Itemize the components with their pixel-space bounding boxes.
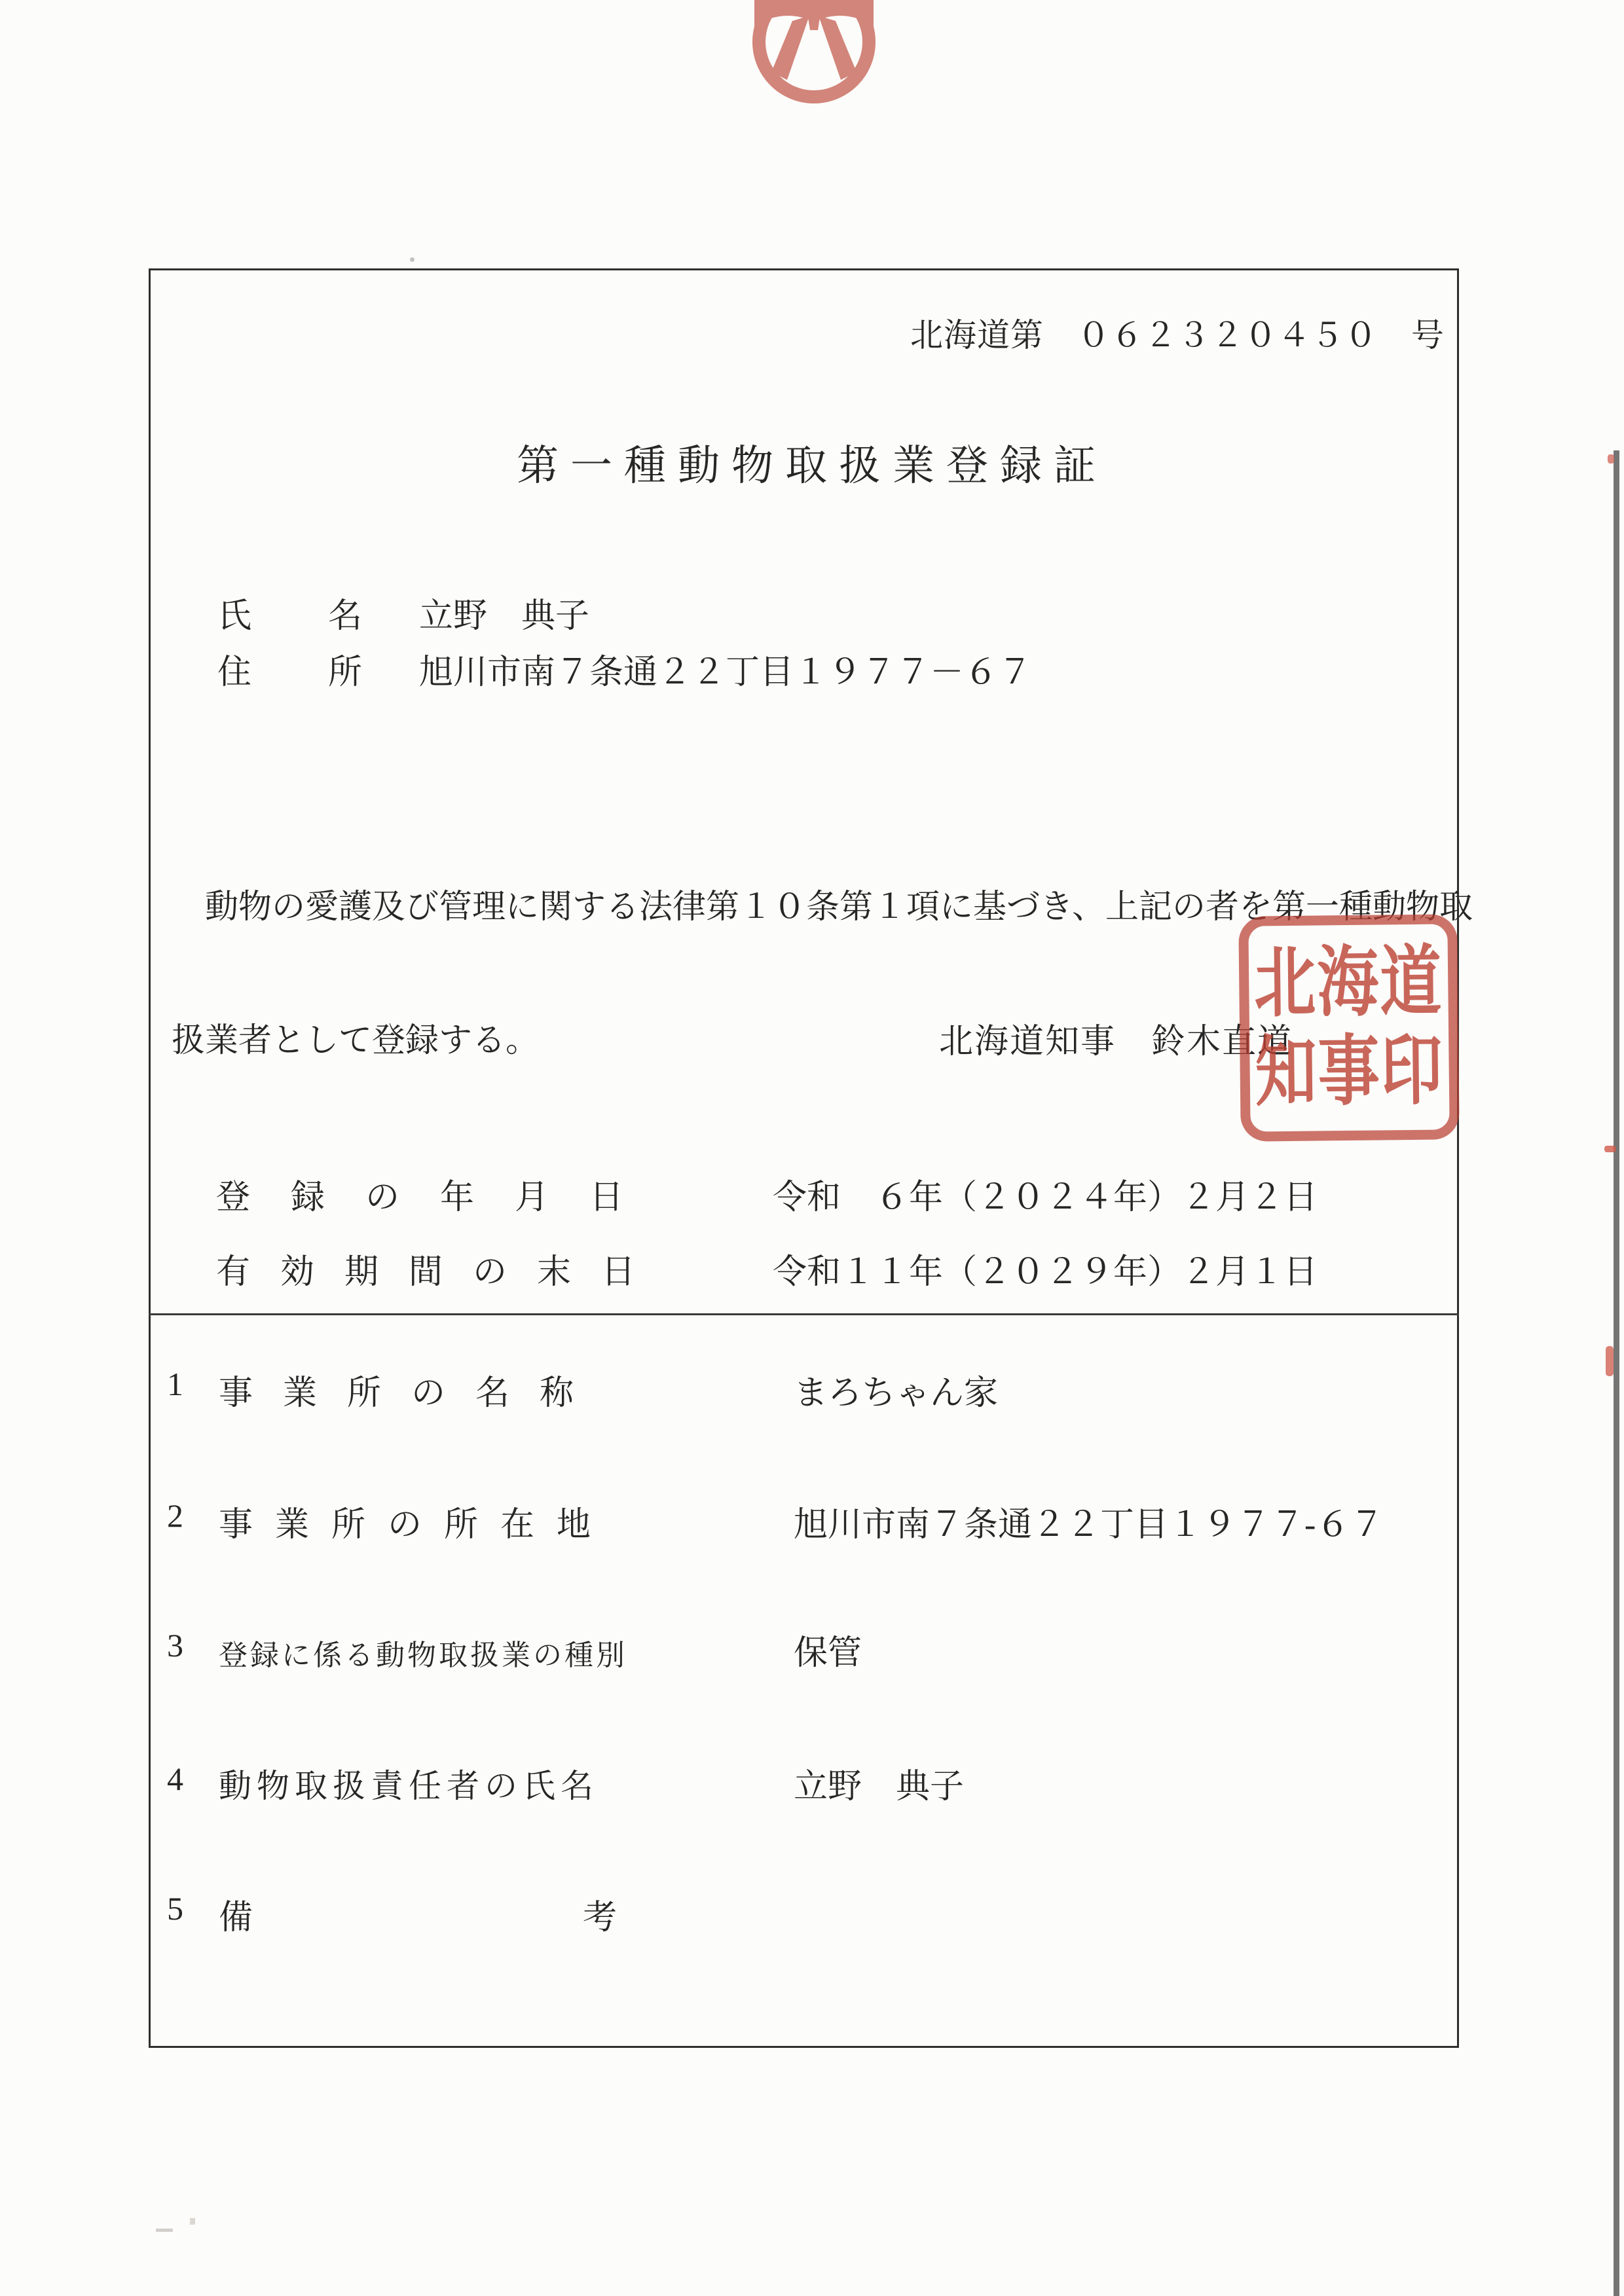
item2-label: 事業所の所在地 bbox=[219, 1506, 614, 1544]
item3-label: 登録に係る動物取扱業の種別 bbox=[219, 1639, 627, 1671]
item4-value: 立野 典子 bbox=[794, 1768, 965, 1806]
scan-speck bbox=[410, 257, 415, 262]
issuer-line: 北海道知事 鈴木直道 bbox=[939, 1023, 1293, 1061]
expiry-date-value: 令和１１年（２０２９年）２月１日 bbox=[773, 1254, 1318, 1291]
item5-number: 5 bbox=[167, 1890, 183, 1927]
item5-label-left: 備 bbox=[219, 1899, 253, 1937]
item5-label-right: 考 bbox=[583, 1899, 618, 1937]
certificate-title: 第一種動物取扱業登録証 bbox=[517, 443, 1107, 489]
item1-label: 事業所の名称 bbox=[219, 1375, 604, 1412]
name-label-part1: 氏 bbox=[217, 598, 252, 635]
item4-number: 4 bbox=[167, 1760, 183, 1797]
item2-value: 旭川市南７条通２２丁目１９７７-６７ bbox=[794, 1506, 1384, 1544]
item2-number: 2 bbox=[167, 1497, 183, 1534]
item1-value: まろちゃん家 bbox=[794, 1375, 999, 1412]
section-divider-line bbox=[149, 1313, 1459, 1315]
hokkaido-emblem-stamp-icon bbox=[752, 0, 876, 124]
scan-red-mark bbox=[1604, 1146, 1616, 1152]
body-line-1: 動物の愛護及び管理に関する法律第１０条第１項に基づき、上記の者を第一種動物取 bbox=[172, 889, 1473, 926]
expiry-date-label: 有効期間の末日 bbox=[216, 1254, 666, 1291]
body-paragraph bbox=[172, 796, 1473, 1152]
scan-edge-strip bbox=[1614, 450, 1619, 2296]
name-label-part2: 名 bbox=[328, 598, 363, 635]
registration-date-value: 令和 ６年（２０２４年）２月２日 bbox=[773, 1179, 1318, 1216]
body-line-2: 扱業者として登録する。 bbox=[172, 1023, 540, 1059]
governor-seal-row1: 北海道 bbox=[1253, 939, 1443, 1027]
governor-seal-row2: 知事印 bbox=[1255, 1029, 1445, 1116]
address-label-part2: 所 bbox=[328, 654, 363, 691]
scan-speck bbox=[190, 2218, 195, 2225]
scan-speck bbox=[156, 2229, 173, 2232]
address-label-part1: 住 bbox=[217, 654, 252, 691]
address-value: 旭川市南７条通２２丁目１９７７－６７ bbox=[419, 654, 1033, 691]
item1-number: 1 bbox=[167, 1366, 183, 1402]
scan-red-mark bbox=[1608, 454, 1614, 464]
doc-number: 北海道第 ０６２３２０４５０ 号 bbox=[910, 317, 1445, 354]
item3-value: 保管 bbox=[794, 1635, 862, 1672]
name-value: 立野 典子 bbox=[419, 598, 590, 635]
item3-number: 3 bbox=[167, 1627, 183, 1664]
scan-red-mark bbox=[1606, 1346, 1614, 1376]
registration-date-label: 登録の年月日 bbox=[216, 1179, 665, 1216]
item4-label: 動物取扱責任者の氏名 bbox=[219, 1768, 599, 1804]
